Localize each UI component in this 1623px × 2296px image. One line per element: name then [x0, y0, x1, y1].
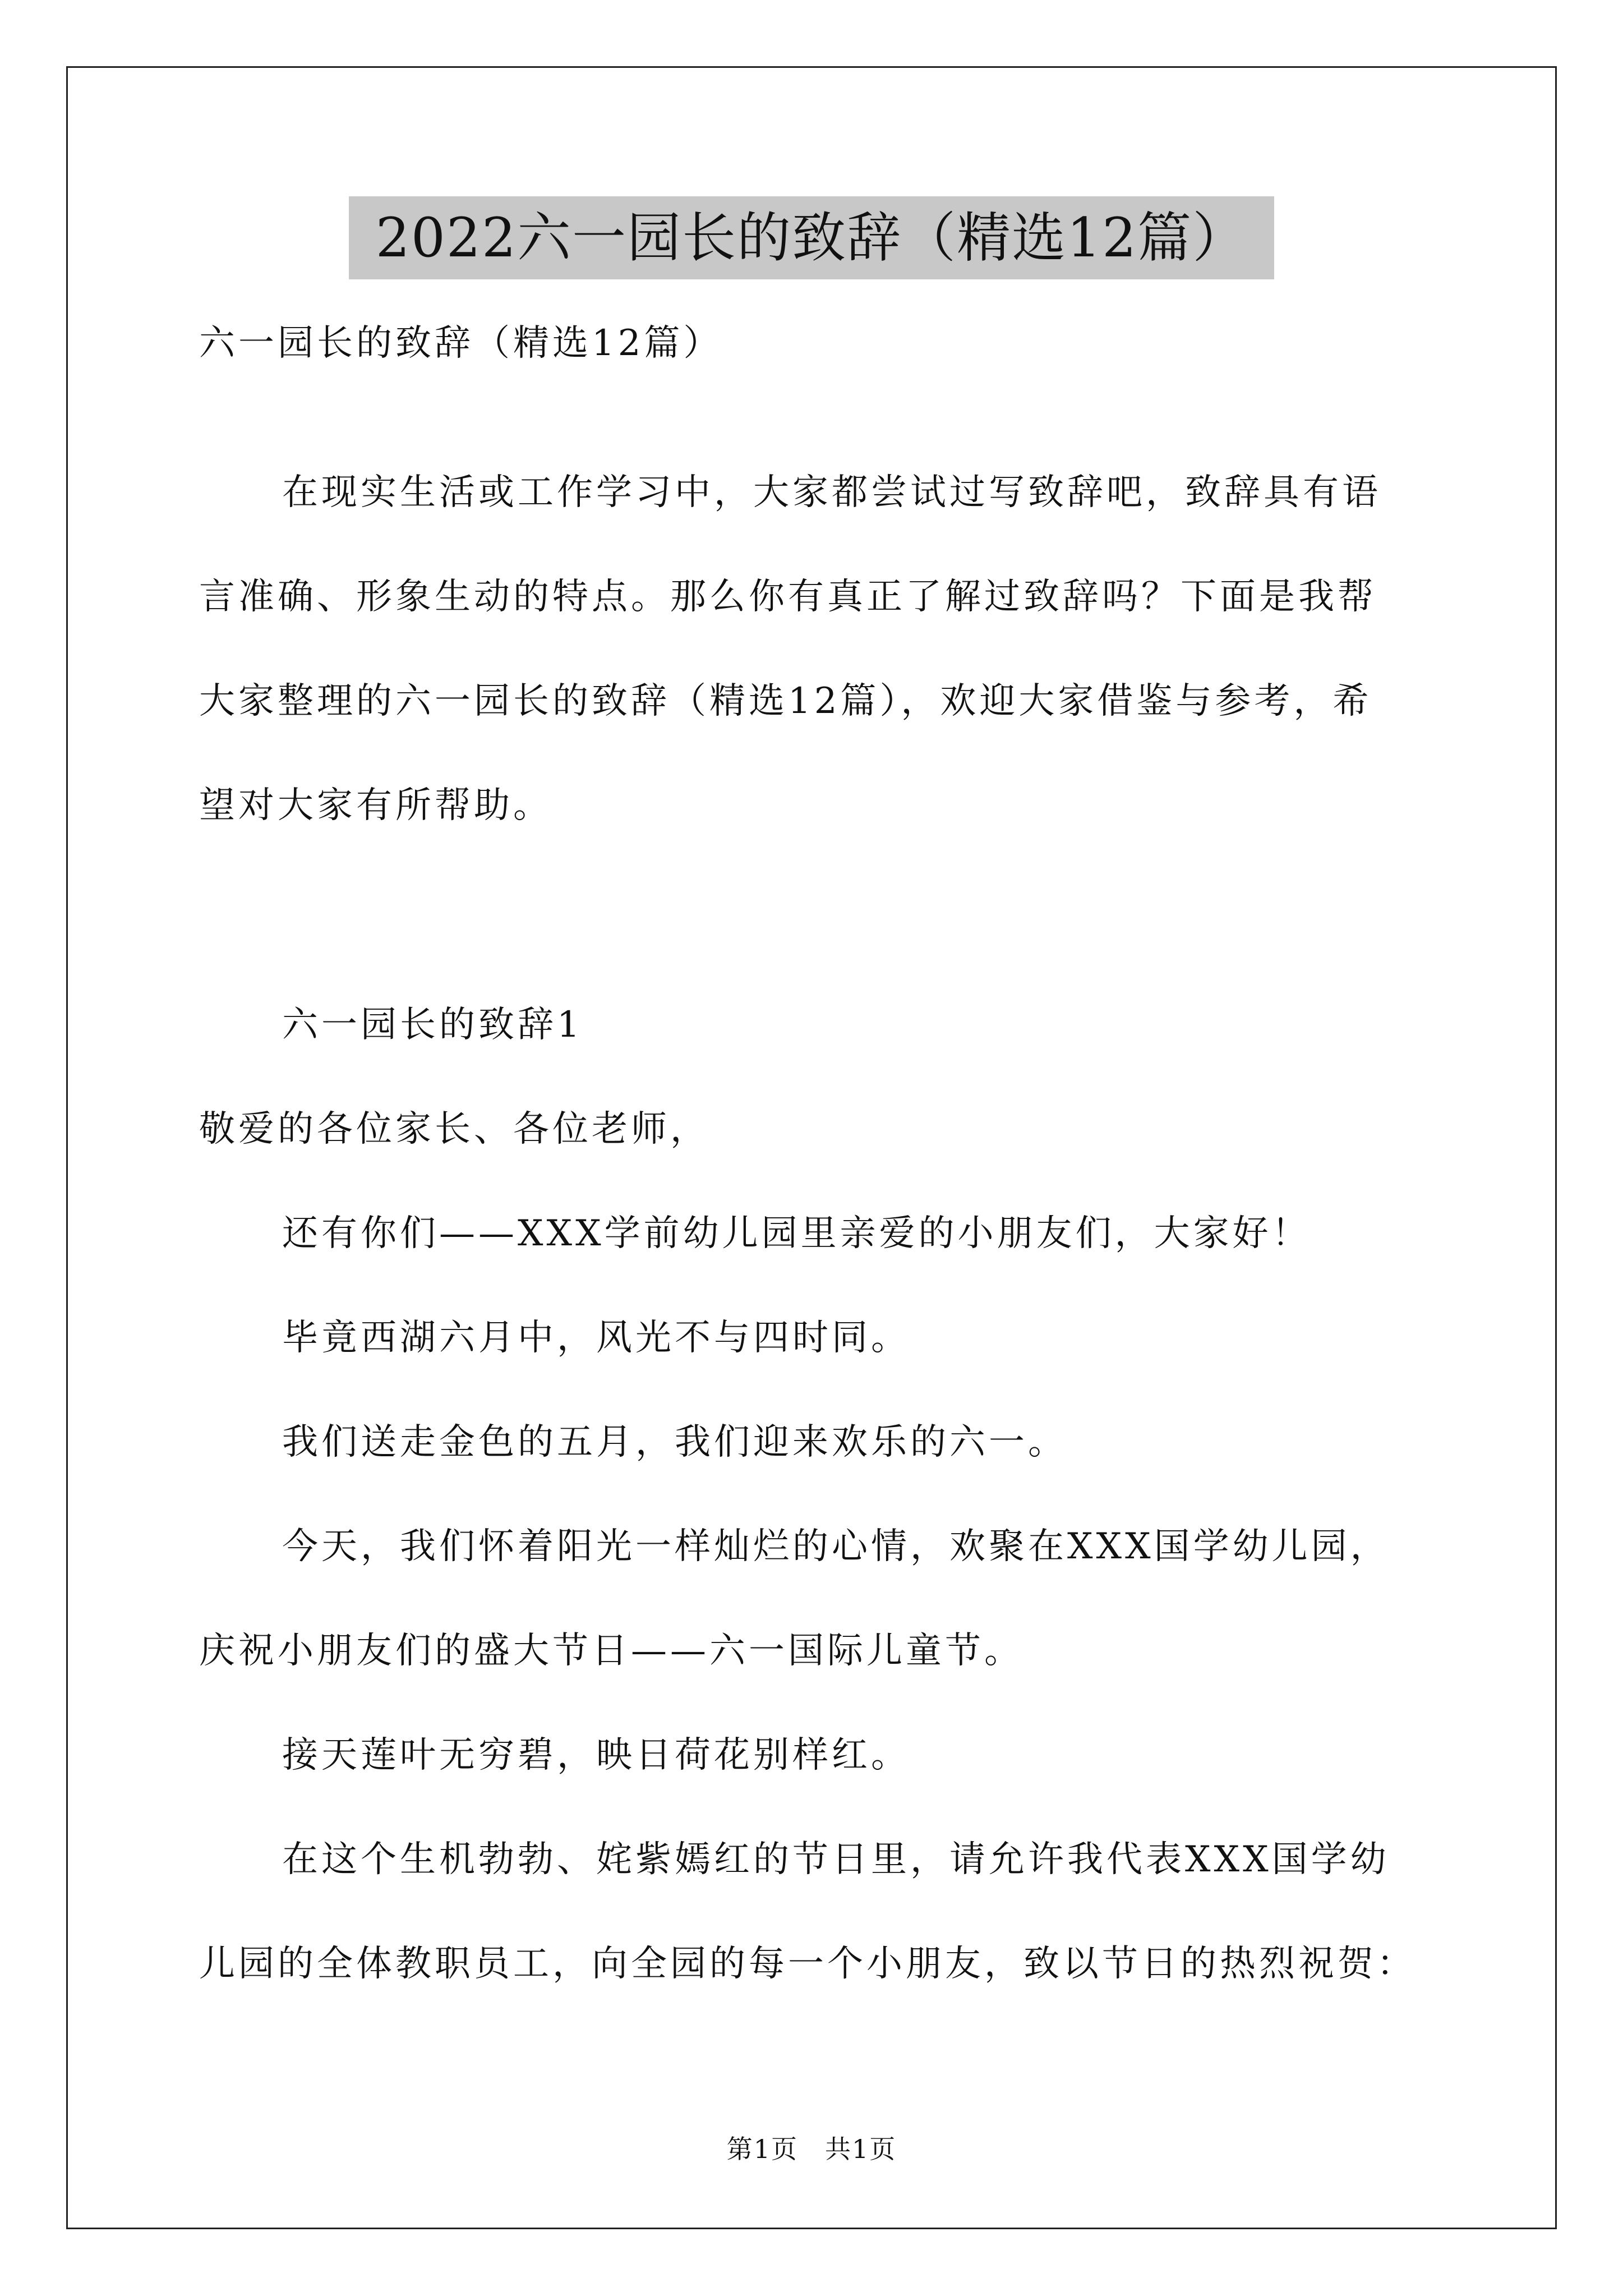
paragraph: 接天莲叶无穷碧，映日荷花别样红。 — [282, 1734, 910, 1776]
paragraph: 毕竟西湖六月中，风光不与四时同。 — [282, 1317, 910, 1359]
document-title: 2022六一园长的致辞（精选12篇） — [349, 196, 1274, 279]
section-heading: 六一园长的致辞1 — [282, 1004, 583, 1046]
paragraph: 我们送走金色的五月，我们迎来欢乐的六一。 — [282, 1421, 1067, 1463]
document-subtitle: 六一园长的致辞（精选12篇） — [199, 323, 723, 364]
paragraph: 今天，我们怀着阳光一样灿烂的心情，欢聚在XXX国学幼儿园， — [282, 1526, 1390, 1567]
intro-line: 望对大家有所帮助。 — [199, 785, 552, 826]
page-footer: 第1页 共1页 — [726, 2134, 897, 2164]
paragraph: 儿园的全体教职员工，向全园的每一个小朋友，致以节日的热烈祝贺： — [199, 1943, 1416, 1985]
document-title-wrapper — [0, 196, 1623, 279]
intro-line: 在现实生活或工作学习中，大家都尝试过写致辞吧，致辞具有语 — [282, 472, 1381, 513]
paragraph: 在这个生机勃勃、姹紫嫣红的节日里，请允许我代表XXX国学幼 — [282, 1839, 1390, 1880]
paragraph: 庆祝小朋友们的盛大节日——六一国际儿童节。 — [199, 1630, 1023, 1672]
salutation: 敬爱的各位家长、各位老师， — [199, 1108, 709, 1150]
intro-line: 大家整理的六一园长的致辞（精选12篇），欢迎大家借鉴与参考，希 — [199, 680, 1372, 722]
intro-line: 言准确、形象生动的特点。那么你有真正了解过致辞吗？下面是我帮 — [199, 576, 1377, 618]
paragraph: 还有你们——XXX学前幼儿园里亲爱的小朋友们，大家好！ — [282, 1213, 1311, 1254]
